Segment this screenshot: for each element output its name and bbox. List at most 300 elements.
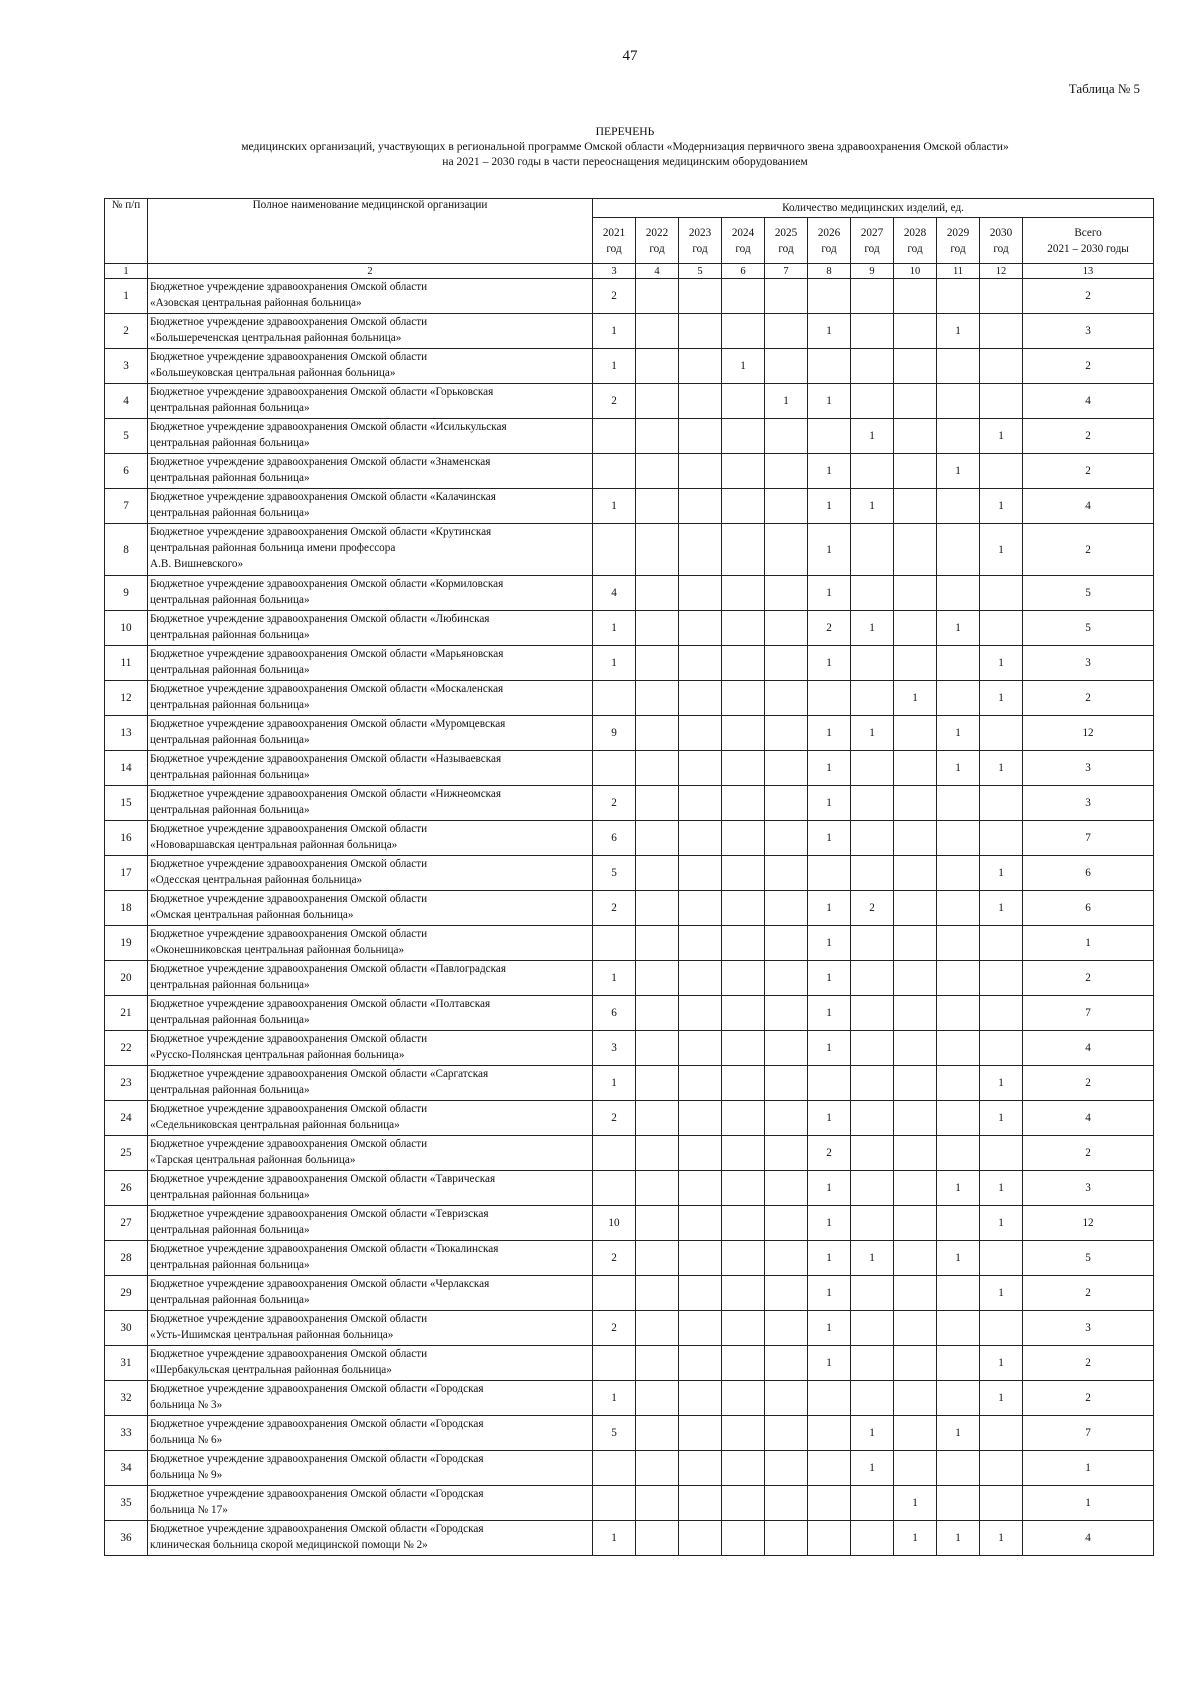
table-body [105, 279, 1154, 1556]
year-value [765, 1241, 808, 1276]
row-total: 4 [1023, 384, 1154, 419]
year-value: 1 [980, 1101, 1023, 1136]
year-value [894, 349, 937, 384]
year-value: 1 [808, 384, 851, 419]
year-value [980, 611, 1023, 646]
year-value [851, 1311, 894, 1346]
year-value [937, 1346, 980, 1381]
column-number: 10 [894, 264, 937, 279]
year-value [765, 489, 808, 524]
year-value [765, 1206, 808, 1241]
year-value [636, 1416, 679, 1451]
year-value [894, 454, 937, 489]
year-value [722, 1206, 765, 1241]
header-year: 2027 год [851, 218, 894, 264]
row-number: 15 [105, 786, 148, 821]
year-value [851, 1206, 894, 1241]
header-year: 2026 год [808, 218, 851, 264]
year-value [894, 1346, 937, 1381]
year-value: 1 [980, 681, 1023, 716]
row-number: 17 [105, 856, 148, 891]
table-row [105, 384, 1154, 419]
year-value [851, 1101, 894, 1136]
year-value [679, 1451, 722, 1486]
organization-name: Бюджетное учреждение здравоохранения Омской области «Тевризская центральная районная больница» [148, 1206, 593, 1241]
year-value [679, 821, 722, 856]
organization-name: Бюджетное учреждение здравоохранения Омской области «Оконешниковская центральная районная больница» [148, 926, 593, 961]
table-row [105, 1171, 1154, 1206]
year-value: 1 [808, 646, 851, 681]
year-value [722, 716, 765, 751]
header-year: 2021 год [593, 218, 636, 264]
year-value [636, 611, 679, 646]
organization-name: Бюджетное учреждение здравоохранения Омской области «Павлоградская центральная районная больница» [148, 961, 593, 996]
organization-name: Бюджетное учреждение здравоохранения Омской области «Полтавская центральная районная больница» [148, 996, 593, 1031]
year-value [722, 1311, 765, 1346]
year-value [937, 1311, 980, 1346]
year-value [722, 996, 765, 1031]
organization-name: Бюджетное учреждение здравоохранения Омской области «Русско-Полянская центральная районная больница» [148, 1031, 593, 1066]
row-number: 32 [105, 1381, 148, 1416]
table-row [105, 1101, 1154, 1136]
year-value [765, 681, 808, 716]
year-value [851, 454, 894, 489]
year-value [937, 524, 980, 576]
organization-name: Бюджетное учреждение здравоохранения Омской области «Таврическая центральная районная больница» [148, 1171, 593, 1206]
year-value [937, 1206, 980, 1241]
year-value: 1 [937, 611, 980, 646]
year-value [765, 961, 808, 996]
year-value [593, 1451, 636, 1486]
year-value [808, 1381, 851, 1416]
year-value [980, 716, 1023, 751]
table-row [105, 856, 1154, 891]
year-value [765, 891, 808, 926]
year-value [765, 1101, 808, 1136]
year-value: 1 [808, 1241, 851, 1276]
row-number: 5 [105, 419, 148, 454]
year-value [894, 716, 937, 751]
year-value [851, 856, 894, 891]
year-value [808, 681, 851, 716]
table-row [105, 1451, 1154, 1486]
year-value [679, 1276, 722, 1311]
table-row [105, 681, 1154, 716]
year-value [894, 1416, 937, 1451]
year-value [894, 524, 937, 576]
year-value [937, 419, 980, 454]
year-value [894, 1276, 937, 1311]
year-value: 2 [593, 786, 636, 821]
year-value [980, 926, 1023, 961]
year-value: 1 [593, 611, 636, 646]
year-value: 2 [851, 891, 894, 926]
year-value [937, 1486, 980, 1521]
year-value [636, 1206, 679, 1241]
year-value [679, 681, 722, 716]
row-number: 36 [105, 1521, 148, 1556]
header-total: Всего 2021 – 2030 годы [1023, 218, 1154, 264]
year-value [980, 1031, 1023, 1066]
year-value [937, 1276, 980, 1311]
row-number: 25 [105, 1136, 148, 1171]
year-value [894, 1381, 937, 1416]
year-value [851, 996, 894, 1031]
column-number: 6 [722, 264, 765, 279]
year-value: 1 [808, 524, 851, 576]
year-value: 5 [593, 1416, 636, 1451]
year-value: 1 [894, 1486, 937, 1521]
organization-name: Бюджетное учреждение здравоохранения Омской области «Калачинская центральная районная больница» [148, 489, 593, 524]
year-value: 1 [937, 454, 980, 489]
year-value [593, 1486, 636, 1521]
organization-name: Бюджетное учреждение здравоохранения Омской области «Тюкалинская центральная районная больница» [148, 1241, 593, 1276]
year-value [894, 279, 937, 314]
header-year: 2025 год [765, 218, 808, 264]
year-value [894, 1206, 937, 1241]
year-value [722, 1136, 765, 1171]
year-value: 1 [808, 576, 851, 611]
year-value [722, 419, 765, 454]
year-value [851, 786, 894, 821]
year-value [980, 1241, 1023, 1276]
year-value: 1 [937, 751, 980, 786]
year-value [765, 1171, 808, 1206]
year-value [980, 279, 1023, 314]
header-year: 2029 год [937, 218, 980, 264]
year-value: 1 [980, 1346, 1023, 1381]
year-value [722, 454, 765, 489]
table-row [105, 1416, 1154, 1451]
organization-name: Бюджетное учреждение здравоохранения Омской области «Омская центральная районная больница» [148, 891, 593, 926]
year-value [894, 576, 937, 611]
row-total: 1 [1023, 1486, 1154, 1521]
row-total: 3 [1023, 1311, 1154, 1346]
table-row [105, 1276, 1154, 1311]
year-value [722, 926, 765, 961]
header-name: Полное наименование медицинской организации [148, 199, 593, 264]
year-value [593, 1276, 636, 1311]
year-value: 2 [808, 1136, 851, 1171]
year-value: 1 [808, 489, 851, 524]
year-value [937, 891, 980, 926]
year-value [894, 926, 937, 961]
row-total: 2 [1023, 1381, 1154, 1416]
year-value: 1 [593, 1066, 636, 1101]
year-value [765, 751, 808, 786]
row-total: 7 [1023, 1416, 1154, 1451]
table-row [105, 576, 1154, 611]
row-total: 6 [1023, 856, 1154, 891]
year-value [894, 384, 937, 419]
table-row [105, 611, 1154, 646]
year-value [765, 1276, 808, 1311]
year-value [894, 1136, 937, 1171]
year-value [722, 751, 765, 786]
year-value [980, 1451, 1023, 1486]
year-value [894, 1171, 937, 1206]
year-value [679, 419, 722, 454]
year-value: 1 [808, 891, 851, 926]
year-value [851, 1031, 894, 1066]
table-row [105, 314, 1154, 349]
year-value: 6 [593, 996, 636, 1031]
row-total: 6 [1023, 891, 1154, 926]
year-value [851, 1346, 894, 1381]
year-value [980, 1486, 1023, 1521]
year-value [851, 524, 894, 576]
year-value: 1 [851, 489, 894, 524]
column-number: 2 [148, 264, 593, 279]
year-value [636, 349, 679, 384]
year-value [851, 646, 894, 681]
year-value [636, 419, 679, 454]
column-number: 7 [765, 264, 808, 279]
year-value: 1 [851, 1416, 894, 1451]
year-value [679, 349, 722, 384]
row-number: 10 [105, 611, 148, 646]
year-value [937, 856, 980, 891]
year-value [937, 996, 980, 1031]
row-total: 4 [1023, 1101, 1154, 1136]
year-value [636, 489, 679, 524]
year-value [937, 1136, 980, 1171]
year-value [851, 314, 894, 349]
row-number: 20 [105, 961, 148, 996]
year-value [593, 454, 636, 489]
table-row [105, 926, 1154, 961]
row-total: 3 [1023, 646, 1154, 681]
year-value: 2 [808, 611, 851, 646]
year-value [980, 961, 1023, 996]
table-row [105, 489, 1154, 524]
year-value [894, 1066, 937, 1101]
row-total: 2 [1023, 681, 1154, 716]
row-number: 34 [105, 1451, 148, 1486]
year-value [980, 996, 1023, 1031]
row-number: 14 [105, 751, 148, 786]
year-value [808, 1066, 851, 1101]
year-value [679, 1311, 722, 1346]
row-number: 26 [105, 1171, 148, 1206]
year-value [636, 1381, 679, 1416]
header-year: 2022 год [636, 218, 679, 264]
year-value [765, 349, 808, 384]
year-value [636, 314, 679, 349]
year-value [636, 384, 679, 419]
table-row [105, 786, 1154, 821]
year-value: 2 [593, 1311, 636, 1346]
year-value [808, 1451, 851, 1486]
row-number: 16 [105, 821, 148, 856]
header-year: 2023 год [679, 218, 722, 264]
year-value: 6 [593, 821, 636, 856]
year-value: 1 [894, 681, 937, 716]
year-value: 1 [808, 1031, 851, 1066]
row-number: 23 [105, 1066, 148, 1101]
row-total: 4 [1023, 1031, 1154, 1066]
year-value [679, 1136, 722, 1171]
row-number: 30 [105, 1311, 148, 1346]
year-value [679, 1521, 722, 1556]
row-number: 6 [105, 454, 148, 489]
year-value: 1 [851, 419, 894, 454]
year-value [765, 1311, 808, 1346]
year-value [722, 384, 765, 419]
year-value [937, 961, 980, 996]
year-value [765, 996, 808, 1031]
page-number: 47 [622, 48, 638, 64]
year-value [808, 279, 851, 314]
row-number: 27 [105, 1206, 148, 1241]
year-value [636, 1486, 679, 1521]
table-row [105, 821, 1154, 856]
table-row [105, 891, 1154, 926]
year-value [722, 1171, 765, 1206]
year-value: 1 [808, 786, 851, 821]
year-value [851, 961, 894, 996]
year-value [765, 524, 808, 576]
year-value [722, 489, 765, 524]
year-value: 1 [808, 926, 851, 961]
organization-name: Бюджетное учреждение здравоохранения Омской области «Городская клиническая больница скорой медицинской помощи № 2» [148, 1521, 593, 1556]
row-total: 4 [1023, 1521, 1154, 1556]
year-value [937, 646, 980, 681]
year-value: 1 [851, 1241, 894, 1276]
organization-name: Бюджетное учреждение здравоохранения Омской области «Городская больница № 17» [148, 1486, 593, 1521]
year-value [765, 1416, 808, 1451]
year-value [980, 454, 1023, 489]
row-total: 5 [1023, 1241, 1154, 1276]
row-number: 1 [105, 279, 148, 314]
row-number: 18 [105, 891, 148, 926]
column-number: 13 [1023, 264, 1154, 279]
year-value [636, 1241, 679, 1276]
table-row [105, 1206, 1154, 1241]
year-value: 1 [980, 1066, 1023, 1101]
year-value [679, 1206, 722, 1241]
year-value [851, 384, 894, 419]
row-total: 7 [1023, 821, 1154, 856]
year-value [636, 751, 679, 786]
year-value: 1 [808, 1311, 851, 1346]
year-value: 2 [593, 1241, 636, 1276]
row-number: 19 [105, 926, 148, 961]
year-value [937, 279, 980, 314]
row-total: 2 [1023, 1136, 1154, 1171]
year-value [851, 1486, 894, 1521]
year-value [937, 681, 980, 716]
year-value [894, 419, 937, 454]
year-value [808, 1416, 851, 1451]
row-number: 21 [105, 996, 148, 1031]
year-value [808, 1521, 851, 1556]
document-title: ПЕРЕЧЕНЬ [595, 125, 655, 138]
year-value: 1 [808, 1101, 851, 1136]
year-value: 10 [593, 1206, 636, 1241]
year-value [980, 786, 1023, 821]
table-row [105, 1381, 1154, 1416]
year-value: 1 [722, 349, 765, 384]
year-value: 1 [808, 751, 851, 786]
organization-name: Бюджетное учреждение здравоохранения Омской области «Городская больница № 6» [148, 1416, 593, 1451]
year-value [765, 1346, 808, 1381]
year-value [636, 996, 679, 1031]
row-number: 13 [105, 716, 148, 751]
organization-name: Бюджетное учреждение здравоохранения Омской области «Кормиловская центральная районная больница» [148, 576, 593, 611]
year-value [679, 646, 722, 681]
year-value: 2 [593, 384, 636, 419]
year-value [894, 1031, 937, 1066]
year-value: 1 [808, 996, 851, 1031]
table-row [105, 419, 1154, 454]
column-number: 4 [636, 264, 679, 279]
year-value [980, 1416, 1023, 1451]
year-value [765, 926, 808, 961]
year-value: 1 [851, 1451, 894, 1486]
organization-name: Бюджетное учреждение здравоохранения Омской области «Москаленская центральная районная больница» [148, 681, 593, 716]
year-value [894, 646, 937, 681]
organization-name: Бюджетное учреждение здравоохранения Омской области «Седельниковская центральная районная больница» [148, 1101, 593, 1136]
year-value [679, 1416, 722, 1451]
row-total: 2 [1023, 279, 1154, 314]
row-number: 3 [105, 349, 148, 384]
organization-name: Бюджетное учреждение здравоохранения Омской области «Шербакульская центральная районная больница» [148, 1346, 593, 1381]
year-value: 1 [980, 419, 1023, 454]
year-value [636, 856, 679, 891]
year-value: 1 [593, 314, 636, 349]
year-value [679, 1486, 722, 1521]
year-value [722, 821, 765, 856]
year-value [765, 576, 808, 611]
organization-name: Бюджетное учреждение здравоохранения Омской области «Марьяновская центральная районная больница» [148, 646, 593, 681]
year-value: 1 [980, 1521, 1023, 1556]
row-total: 3 [1023, 751, 1154, 786]
organization-name: Бюджетное учреждение здравоохранения Омской области «Исилькульская центральная районная больница» [148, 419, 593, 454]
year-value [722, 961, 765, 996]
year-value [894, 314, 937, 349]
column-number: 9 [851, 264, 894, 279]
organization-name: Бюджетное учреждение здравоохранения Омской области «Городская больница № 9» [148, 1451, 593, 1486]
year-value [894, 611, 937, 646]
year-value [636, 454, 679, 489]
header-year: 2024 год [722, 218, 765, 264]
row-total: 1 [1023, 1451, 1154, 1486]
year-value [679, 454, 722, 489]
table-row [105, 524, 1154, 576]
row-number: 11 [105, 646, 148, 681]
year-value [765, 1521, 808, 1556]
year-value: 1 [808, 1206, 851, 1241]
row-number: 22 [105, 1031, 148, 1066]
year-value [679, 524, 722, 576]
year-value [851, 1381, 894, 1416]
column-number: 1 [105, 264, 148, 279]
year-value [765, 454, 808, 489]
year-value [679, 751, 722, 786]
table-row [105, 1346, 1154, 1381]
year-value [894, 1311, 937, 1346]
year-value: 1 [851, 716, 894, 751]
year-value [636, 1171, 679, 1206]
row-number: 33 [105, 1416, 148, 1451]
organization-name: Бюджетное учреждение здравоохранения Омской области «Одесская центральная районная больница» [148, 856, 593, 891]
year-value [937, 821, 980, 856]
year-value [765, 611, 808, 646]
year-value [679, 856, 722, 891]
year-value: 1 [894, 1521, 937, 1556]
year-value [808, 349, 851, 384]
